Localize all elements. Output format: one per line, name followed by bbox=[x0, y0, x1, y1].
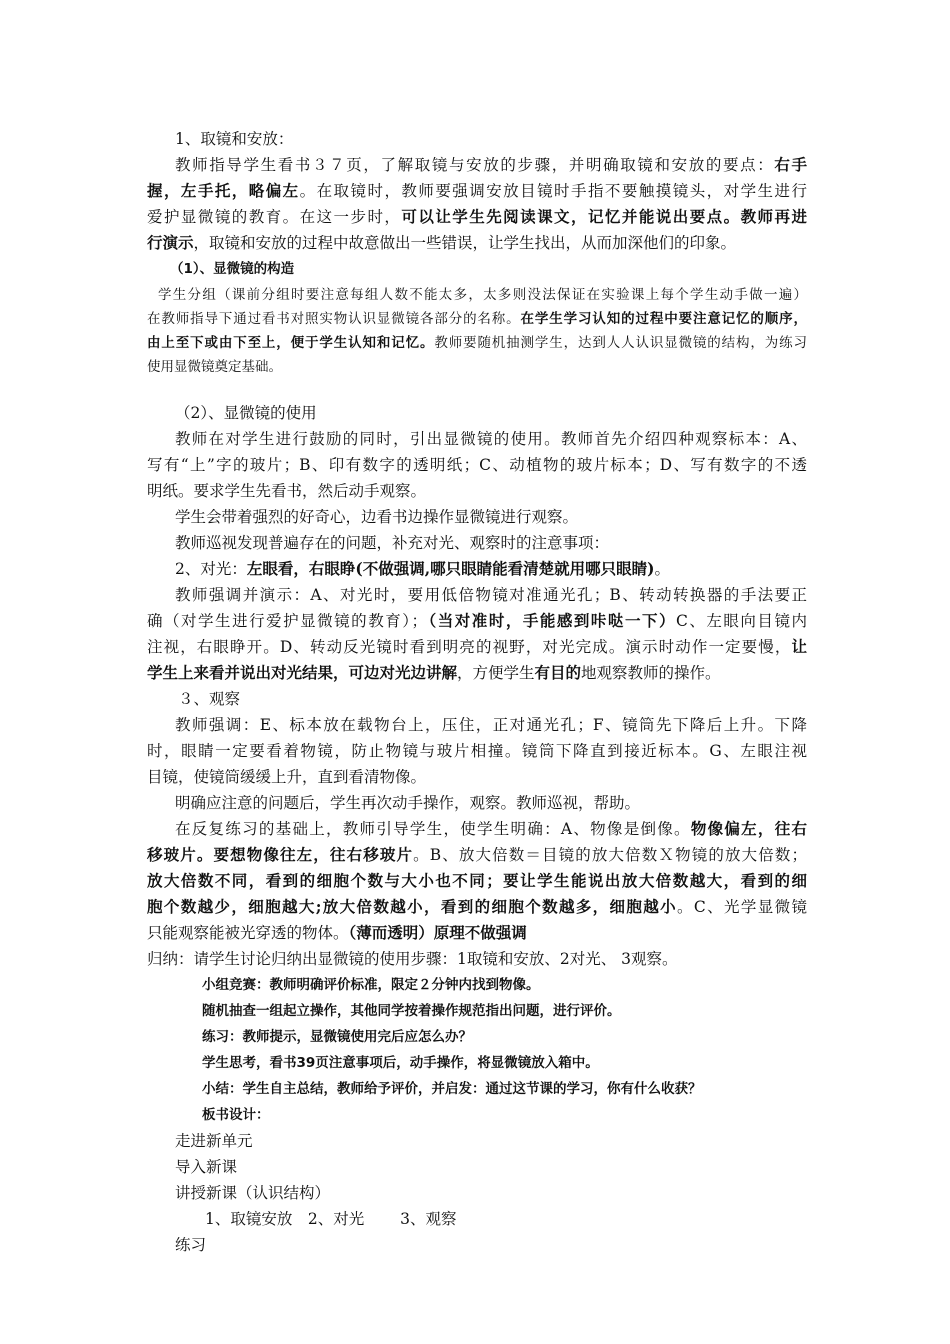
paragraph-line: 在教师指导下通过看书对照实物认识显微镜各部分的名称。在学生学习认知的过程中要注意记忆的顺序， bbox=[147, 311, 808, 327]
paragraph-line: 确（对学生进行爱护显微镜的教育）；（当对准时，手能感到咔哒一下）C、左眼向目镜内 bbox=[147, 611, 807, 630]
paragraph-line: 教师指导学生看书３７页，了解取镜与安放的步骤，并明确取镜和安放的要点：右手 bbox=[175, 155, 807, 174]
section-heading-2: （1）、显微镜的构造 bbox=[170, 261, 295, 277]
paragraph-line: 注视，右眼睁开。D、转动反光镜时看到明亮的视野，对光完成。演示时动作一定要慢，让 bbox=[147, 637, 807, 656]
summary-line: 归纳：请学生讨论归纳出显微镜的使用步骤：1取镜和安放、2对光、 3观察。 bbox=[147, 950, 678, 968]
paragraph-line: 放大倍数不同，看到的细胞个数与大小也不同；要让学生能说出放大倍数越大，看到的细 bbox=[147, 871, 807, 890]
paragraph-line: 行演示，取镜和安放的过程中故意做出一些错误，让学生找出，从而加深他们的印象。 bbox=[147, 233, 737, 252]
paragraph-line: 只能观察能被光穿透的物体。（薄而透明）原理不做强调 bbox=[147, 923, 527, 942]
paragraph-line: 爱护显微镜的教育。在这一步时，可以让学生先阅读课文，记忆并能说出要点。教师再进 bbox=[147, 207, 807, 226]
paragraph-line: 学生分组（课前分组时要注意每组人数不能太多，太多则没法保证在实验课上每个学生动手做一遍） bbox=[158, 287, 807, 303]
board-item: 导入新课 bbox=[175, 1158, 238, 1176]
section-heading-1: 1、取镜和安放： bbox=[175, 130, 294, 148]
paragraph-line: 2、对光：左眼看，右眼睁(不做强调,哪只眼睛能看清楚就用哪只眼睛)。 bbox=[175, 559, 670, 578]
board-design-heading: 板书设计： bbox=[202, 1107, 270, 1123]
paragraph-line: 目镜，使镜筒缓缓上升，直到看清物像。 bbox=[147, 768, 427, 786]
board-item: 练习 bbox=[175, 1236, 207, 1254]
section-heading-4: ３、观察 bbox=[178, 690, 241, 708]
board-item: 讲授新课（认识结构） bbox=[175, 1184, 331, 1202]
paragraph-line: 由上至下或由下至上，便于学生认知和记忆。教师要随机抽测学生，达到人人认识显微镜的结构，为练习 bbox=[147, 335, 808, 351]
paragraph-line: 在反复练习的基础上，教师引导学生，使学生明确：A、物像是倒像。物像偏左，往右 bbox=[175, 819, 807, 838]
paragraph-line: 学生会带着强烈的好奇心，边看书边操作显微镜进行观察。 bbox=[175, 508, 579, 526]
paragraph-line: 时，眼睛一定要看着物镜，防止物镜与玻片相撞。镜筒下降直到接近标本。G、左眼注视 bbox=[147, 742, 807, 760]
board-item: 走进新单元 bbox=[175, 1132, 253, 1150]
paragraph-line: 胞个数越少，细胞越大;放大倍数越小，看到的细胞个数越多，细胞越小。C、光学显微镜 bbox=[147, 897, 807, 916]
activity-line: 小组竞赛：教师明确评价标准，限定２分钟内找到物像。 bbox=[202, 977, 540, 993]
activity-line: 小结：学生自主总结，教师给予评价，并启发：通过这节课的学习，你有什么收获？ bbox=[202, 1081, 702, 1097]
paragraph-line: 教师强调并演示：A、对光时，要用低倍物镜对准通光孔；B、转动转换器的手法要正 bbox=[175, 586, 807, 604]
activity-line: 学生思考，看书39页注意事项后，动手操作，将显微镜放入箱中。 bbox=[202, 1055, 599, 1071]
paragraph-line: 握，左手托，略偏左。在取镜时，教师要强调安放目镜时手指不要触摸镜头，对学生进行 bbox=[147, 181, 807, 200]
paragraph-line: 教师巡视发现普遍存在的问题，补充对光、观察时的注意事项： bbox=[175, 534, 610, 552]
paragraph-line: 移玻片。要想物像往左，往右移玻片。B、放大倍数＝目镜的放大倍数Ｘ物镜的放大倍数； bbox=[147, 845, 807, 864]
activity-line: 练习：教师提示，显微镜使用完后应怎么办？ bbox=[202, 1029, 472, 1045]
paragraph-line: 使用显微镜奠定基础。 bbox=[147, 359, 282, 375]
paragraph-line: 学生上来看并说出对光结果，可边对光边讲解，方便学生有目的地观察教师的操作。 bbox=[147, 663, 721, 682]
paragraph-line: 教师强调：E、标本放在载物台上，压住，正对通光孔；F、镜筒先下降后上升。下降 bbox=[175, 716, 807, 734]
paragraph-line: 教师在对学生进行鼓励的同时，引出显微镜的使用。教师首先介绍四种观察标本：A、 bbox=[175, 430, 807, 448]
activity-line: 随机抽查一组起立操作，其他同学按着操作规范指出问题，进行评价。 bbox=[202, 1003, 621, 1019]
paragraph-line: 明纸。要求学生先看书，然后动手观察。 bbox=[147, 482, 427, 500]
board-item: 1、取镜安放 2、对光 3、观察 bbox=[205, 1210, 457, 1228]
section-heading-3: （2）、显微镜的使用 bbox=[175, 404, 317, 422]
paragraph-line: 明确应注意的问题后，学生再次动手操作，观察。教师巡视，帮助。 bbox=[175, 794, 641, 812]
paragraph-line: 写有“上”字的玻片；B、印有数字的透明纸；C、动植物的玻片标本；D、写有数字的不透 bbox=[147, 456, 807, 474]
